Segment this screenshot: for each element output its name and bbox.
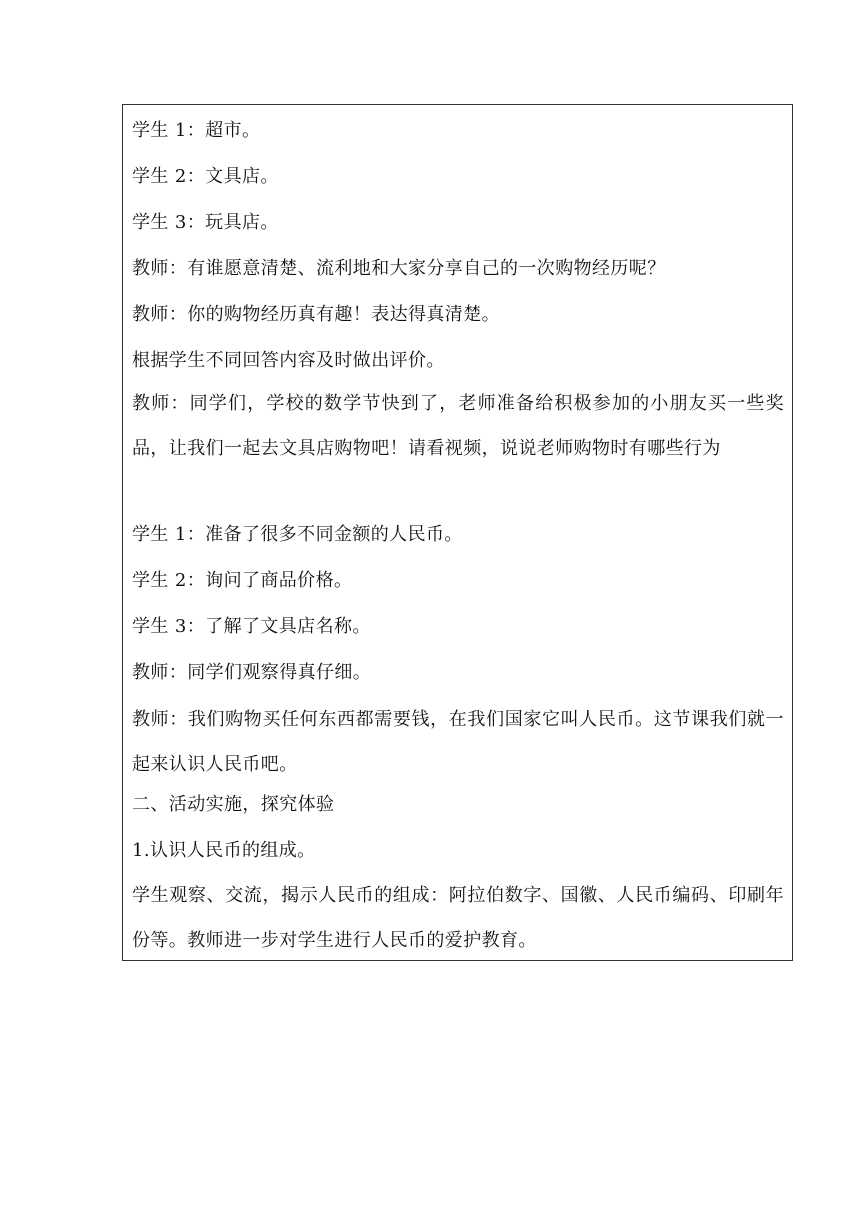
section-heading-activity: 二、活动实施，探究体验 [132, 794, 335, 815]
lesson-content-box [122, 104, 793, 961]
paragraph-teacher-observation-praise: 教师：同学们观察得真仔细。 [132, 662, 372, 683]
paragraph-rmb-composition: 学生观察、交流，揭示人民币的组成：阿拉伯数字、国徽、人民币编码、印刷年份等。教师进一步对学生进行人民币的爱护教育。 [132, 885, 784, 951]
subsection-heading-rmb-composition: 1.认识人民币的组成。 [132, 840, 316, 861]
paragraph-student2-observation: 学生 2：询问了商品价格。 [132, 570, 353, 591]
paragraph-teacher-question: 教师：有谁愿意清楚、流利地和大家分享自己的一次购物经历呢？ [132, 258, 666, 279]
paragraph-student3-observation: 学生 3：了解了文具店名称。 [132, 616, 371, 637]
paragraph-student2-answer: 学生 2：文具店。 [132, 166, 279, 187]
paragraph-teacher-rmb-intro: 教师：我们购物买任何东西都需要钱，在我们国家它叫人民币。这节课我们就一起来认识人民币吧。 [132, 709, 784, 775]
paragraph-student3-answer: 学生 3：玩具店。 [132, 212, 279, 233]
paragraph-student1-answer: 学生 1：超市。 [132, 120, 261, 141]
paragraph-student1-observation: 学生 1：准备了很多不同金额的人民币。 [132, 524, 463, 545]
paragraph-evaluation-note: 根据学生不同回答内容及时做出评价。 [132, 350, 445, 371]
paragraph-teacher-shopping-intro: 教师：同学们，学校的数学节快到了，老师准备给积极参加的小朋友买一些奖品，让我们一起去文具店购物吧！请看视频，说说老师购物时有哪些行为 [132, 393, 784, 459]
paragraph-teacher-praise: 教师：你的购物经历真有趣！表达得真清楚。 [132, 304, 500, 325]
